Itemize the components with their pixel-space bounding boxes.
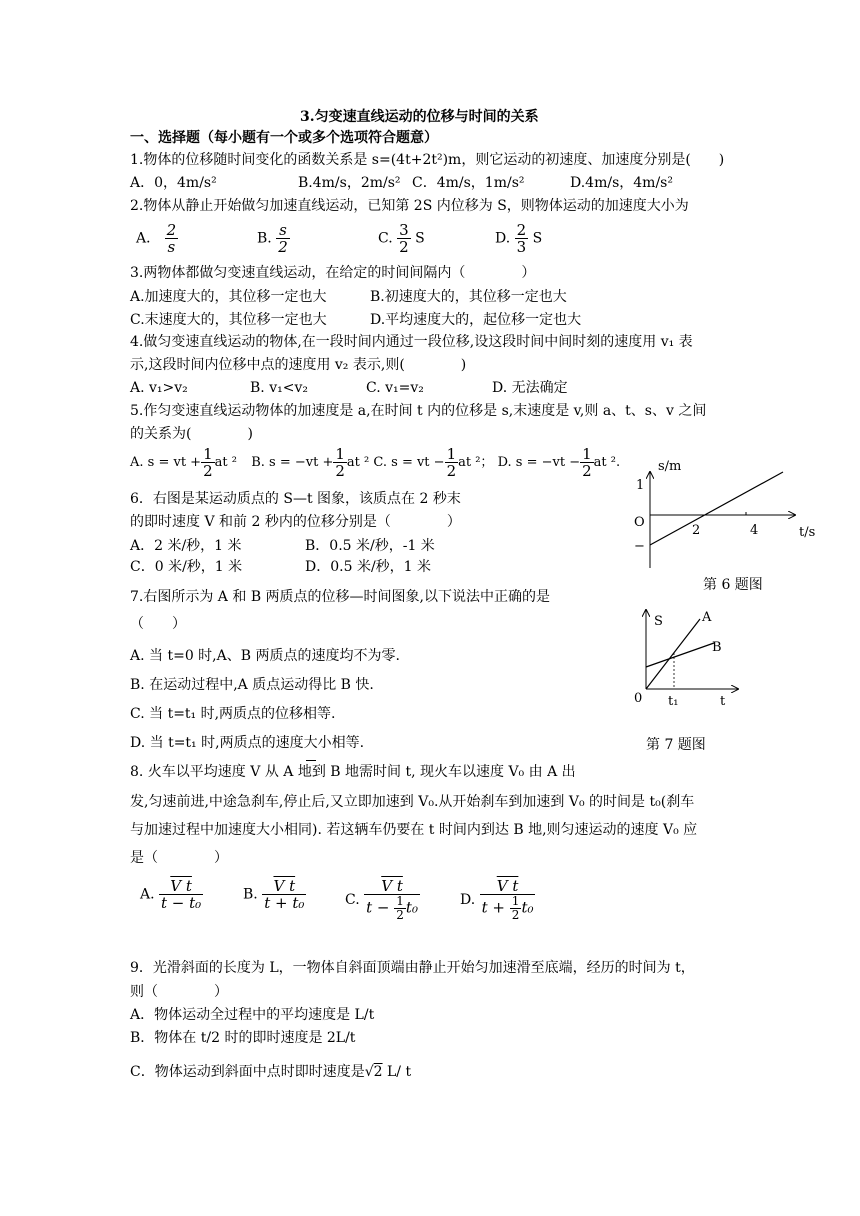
q8-d-half xyxy=(510,895,522,922)
q2-b-num: s xyxy=(279,221,287,239)
q8-option-b xyxy=(243,878,306,911)
q1-option-b: B.4m/s，2m/s² xyxy=(298,175,401,191)
q7-st-graph xyxy=(628,605,748,715)
q8-d-fraction xyxy=(480,878,536,922)
q2-a-den: s xyxy=(165,238,179,255)
q4-option-c: C. v₁=v₂ xyxy=(366,380,424,396)
q2-option-d xyxy=(495,222,542,255)
q8-v-bar xyxy=(306,760,316,761)
q1-option-c: C．4m/s，1m/s² xyxy=(412,175,525,191)
q2-a-label: A． xyxy=(136,230,161,247)
q8-a-num: V t xyxy=(170,877,192,895)
q9-stem-line2: 则（ ） xyxy=(130,984,228,1000)
q7-paren: （ ） xyxy=(130,616,186,632)
q5-b-half xyxy=(333,446,347,479)
q8-c-label: C. xyxy=(345,892,360,908)
q5-c-post: at ²； xyxy=(458,455,494,470)
q9-option-c xyxy=(130,1063,411,1081)
q5-d-pre: D. s = −vt − xyxy=(497,455,581,470)
q2-d-label: D. xyxy=(495,230,511,247)
q7-line-b-label: B xyxy=(712,640,722,655)
q6-origin-label: O xyxy=(634,515,645,530)
q6-y-tick-1: 1 xyxy=(636,478,645,493)
q5-c-half-den: 2 xyxy=(446,462,457,480)
q8-line4: 是（ ） xyxy=(130,850,228,866)
q6-st-graph xyxy=(620,450,820,575)
q7-option-b: B. 在运动过程中,A 质点运动得比 B 快. xyxy=(130,677,374,693)
q8-c-den-post: t₀ xyxy=(405,898,418,917)
q8-option-d xyxy=(460,878,535,922)
q1-option-a: A．0，4m/s² xyxy=(130,175,217,191)
q5-stem-line1: 5.作匀变速直线运动物体的加速度是 a,在时间 t 内的位移是 s,末速度是 v,则 a、t、s、v 之间 xyxy=(130,403,707,419)
q9-option-b: B．物体在 t/2 时的即时速度是 2L/t xyxy=(130,1030,356,1046)
q2-c-fraction xyxy=(397,222,411,255)
q8-b-fraction xyxy=(262,878,306,911)
q4-option-a: A. v₁>v₂ xyxy=(130,380,188,396)
section-heading: 一、选择题（每小题有一个或多个选项符合题意） xyxy=(130,130,438,146)
q5-b-half-num: 1 xyxy=(335,445,345,463)
q5-d-half-num: 1 xyxy=(582,445,592,463)
q2-option-c xyxy=(378,222,425,255)
q5-d-half xyxy=(580,446,594,479)
q8-c-den-pre: t − xyxy=(366,898,390,917)
q7-stem: 7.右图所示为 A 和 B 两质点的位移—时间图象,以下说法中正确的是 xyxy=(130,589,551,605)
q9-stem-line1: 9．光滑斜面的长度为 L，一物体自斜面顶端由静止开始匀加速滑至底端，经历的时间为 t， xyxy=(130,960,695,976)
q7-option-a: A. 当 t=0 时,A、B 两质点的速度均不为零. xyxy=(130,648,400,664)
q5-b-post: at ² xyxy=(346,455,370,470)
q5-a-half-den: 2 xyxy=(203,462,213,480)
q5-b-half-den: 2 xyxy=(335,462,345,480)
q6-y-label: s/m xyxy=(658,459,682,474)
q3-option-a: A.加速度大的，其位移一定也大 xyxy=(130,289,327,305)
q8-line2: 发,匀速前进,中途急刹车,停止后,又立即加速到 V₀.从开始刹车到加速到 V₀ 的时间是 t₀(刹车 xyxy=(130,794,695,810)
q6-option-a: A．2 米/秒，1 米 xyxy=(130,538,242,554)
q8-d-half-den: 2 xyxy=(511,908,520,922)
q8-option-a xyxy=(140,878,203,911)
q7-line-a-label: A xyxy=(702,610,712,625)
q1-stem: 1.物体的位移随时间变化的函数关系是 s=(4t+2t²)m，则它运动的初速度、加速度分别是( ) xyxy=(130,152,725,168)
q9-c-sqrt: √2 xyxy=(364,1064,383,1080)
q6-option-d: D．0.5 米/秒，1 米 xyxy=(305,559,432,575)
q7-y-label: S xyxy=(654,614,663,629)
q2-c-suffix: S xyxy=(415,230,425,247)
q5-a-pre: A. s = vt + xyxy=(130,455,202,470)
q4-option-d: D. 无法确定 xyxy=(492,380,568,396)
q1-option-d: D.4m/s，4m/s² xyxy=(570,175,673,191)
q2-b-den: 2 xyxy=(278,238,288,256)
q8-a-den: t − t₀ xyxy=(161,894,202,912)
q7-x-label: t xyxy=(720,694,726,709)
q7-option-d: D. 当 t=t₁ 时,两质点的速度大小相等. xyxy=(130,735,365,751)
q8-c-half xyxy=(394,895,406,922)
q3-option-b: B.初速度大的，其位移一定也大 xyxy=(370,289,567,305)
q6-y-tick-neg: − xyxy=(634,539,645,554)
q9-c-root: 2 xyxy=(373,1064,383,1080)
q2-c-label: C. xyxy=(378,230,393,247)
q9-c-post: L/ t xyxy=(382,1064,412,1080)
q6-st-line xyxy=(650,472,783,545)
q2-c-den: 2 xyxy=(399,238,409,256)
q5-stem-line2: 的关系为( ) xyxy=(130,426,253,442)
q6-x-tick-2-label: 2 xyxy=(692,523,701,538)
q5-d-half-den: 2 xyxy=(582,462,592,480)
q8-b-label: B. xyxy=(243,886,258,903)
q5-d-post: at ². xyxy=(593,455,621,470)
q8-d-den-pre: t + xyxy=(481,898,506,917)
q6-stem-line1: 6．右图是某运动质点的 S—t 图象，该质点在 2 秒末 xyxy=(130,491,461,507)
q2-d-num: 2 xyxy=(516,221,527,239)
q8-b-num: V t xyxy=(273,877,296,895)
q3-stem: 3.两物体都做匀变速直线运动，在给定的时间间隔内（ ） xyxy=(130,265,536,281)
q5-c-half-num: 1 xyxy=(446,445,457,463)
q2-a-num: 2 xyxy=(166,221,177,239)
q8-c-fraction xyxy=(364,878,420,922)
q7-origin-label: 0 xyxy=(634,691,643,706)
q8-c-num: V t xyxy=(381,877,403,895)
q8-d-den-post: t₀ xyxy=(521,898,534,917)
q6-x-tick-4-label: 4 xyxy=(750,523,759,538)
q2-a-fraction xyxy=(165,222,179,255)
q8-c-half-num: 1 xyxy=(396,894,404,908)
q2-d-den: 3 xyxy=(516,238,527,256)
q8-a-label: A. xyxy=(140,886,155,903)
q7-line-a xyxy=(646,619,700,689)
q6-option-b: B．0.5 米/秒，-1 米 xyxy=(305,538,435,554)
q9-option-a: A．物体运动全过程中的平均速度是 L/t xyxy=(130,1007,375,1023)
q2-stem: 2.物体从静止开始做匀加速直线运动，已知第 2S 内位移为 S，则物体运动的加速度大小为 xyxy=(130,198,689,214)
q7-t1-label: t₁ xyxy=(668,694,679,709)
q3-option-d: D.平均速度大的，起位移一定也大 xyxy=(370,312,582,328)
q5-c-half xyxy=(445,446,459,479)
q8-line1: 8. 火车以平均速度 V 从 A 地到 B 地需时间 t, 现火车以速度 V₀ 由 A 出 xyxy=(130,764,576,780)
q2-d-suffix: S xyxy=(532,230,543,247)
q2-option-a xyxy=(136,222,178,255)
q8-a-fraction xyxy=(159,878,203,911)
q5-options xyxy=(130,446,620,479)
q5-c-pre: C. s = vt − xyxy=(373,455,445,470)
q3-option-c: C.末速度大的，其位移一定也大 xyxy=(130,312,327,328)
q6-caption: 第 6 题图 xyxy=(703,577,763,593)
q8-option-c xyxy=(345,878,420,922)
q8-d-num: V t xyxy=(496,877,519,895)
q4-stem-line2: 示,这段时间内位移中点的速度用 v₂ 表示,则( ) xyxy=(130,357,467,373)
page-title: 3.匀变速直线运动的位移与时间的关系 xyxy=(300,109,539,125)
q2-option-b xyxy=(257,222,290,255)
q6-x-label: t/s xyxy=(799,525,816,540)
q2-b-fraction xyxy=(276,222,290,255)
q5-a-post: at ² xyxy=(214,455,237,470)
q2-b-label: B. xyxy=(257,230,272,247)
q8-c-half-den: 2 xyxy=(396,908,404,922)
q8-d-label: D. xyxy=(460,892,476,908)
q8-line3: 与加速过程中加速度大小相同). 若这辆车仍要在 t 时间内到达 B 地,则匀速运动的速度 V₀ 应 xyxy=(130,822,698,838)
q7-option-c: C. 当 t=t₁ 时,两质点的位移相等. xyxy=(130,706,336,722)
q9-c-pre: C．物体运动到斜面中点时即时速度是 xyxy=(130,1064,365,1080)
q6-stem-line2: 的即时速度 V 和前 2 秒内的位移分别是（ ） xyxy=(130,514,461,530)
q2-d-fraction xyxy=(515,222,529,255)
q8-d-den xyxy=(480,894,536,922)
q4-stem-line1: 4.做匀变速直线运动的物体,在一段时间内通过一段位移,设这段时间中间时刻的速度用 v₁ 表 xyxy=(130,334,693,350)
q8-b-den: t + t₀ xyxy=(264,894,305,912)
q4-option-b: B. v₁<v₂ xyxy=(250,380,308,396)
q8-d-half-num: 1 xyxy=(511,894,520,908)
q7-caption: 第 7 题图 xyxy=(646,737,706,753)
q5-b-pre: B. s = −vt + xyxy=(251,455,334,470)
q5-a-half xyxy=(201,446,215,479)
q8-c-den xyxy=(364,894,420,922)
q6-option-c: C．0 米/秒，1 米 xyxy=(130,559,243,575)
q5-a-half-num: 1 xyxy=(203,445,213,463)
q7-line-b xyxy=(646,643,714,667)
q2-c-num: 3 xyxy=(399,221,409,239)
